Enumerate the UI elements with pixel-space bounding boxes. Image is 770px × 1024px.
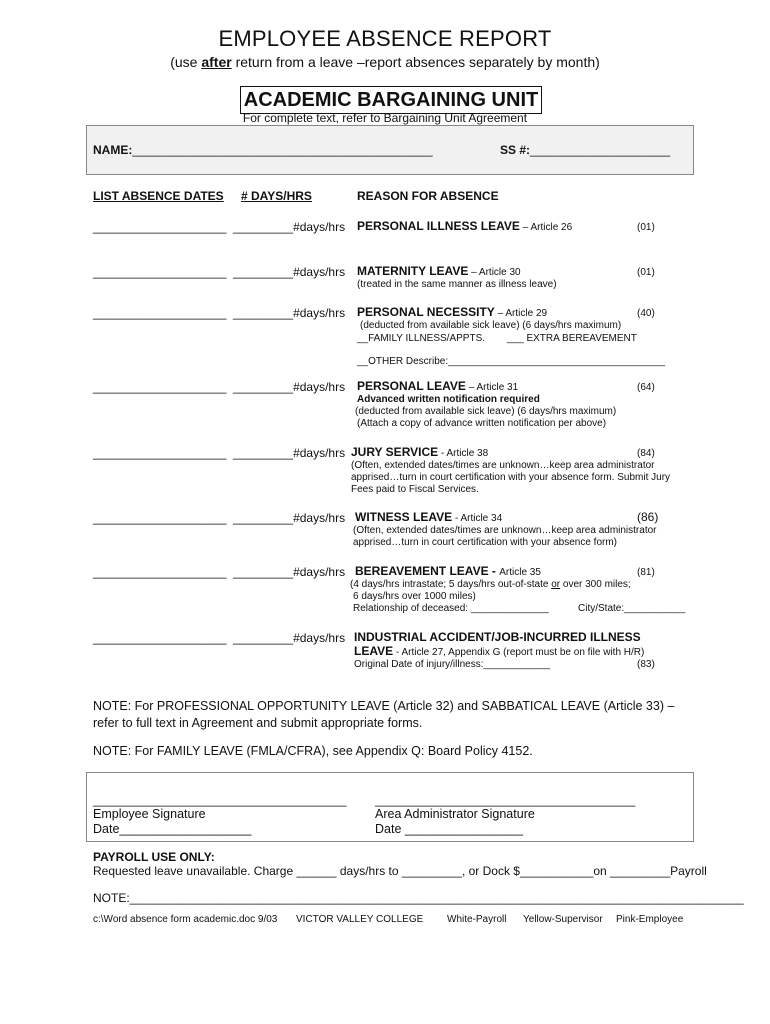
ss-field[interactable]: SS #:_____________________ bbox=[500, 143, 671, 157]
bereavement-note-2: 6 days/hrs over 1000 miles) bbox=[353, 591, 476, 602]
admin-signature-line[interactable]: _______________________________________ bbox=[375, 793, 636, 807]
form-subtitle: (use after return from a leave –report absences separately by month) bbox=[170, 54, 600, 70]
employee-signature-label: Employee Signature bbox=[93, 807, 206, 821]
family-illness-option[interactable]: __FAMILY ILLNESS/APPTS. bbox=[357, 333, 486, 344]
jury-note-2: apprised…turn in court certification with your absence form. Submit Jury bbox=[351, 472, 671, 483]
col-absence-dates: LIST ABSENCE DATES bbox=[93, 189, 224, 203]
reason-personal-leave: PERSONAL LEAVE – Article 31 bbox=[357, 379, 519, 393]
personal-leave-notice: Advanced written notification required bbox=[357, 394, 540, 405]
reason-bereavement: BEREAVEMENT LEAVE - Article 35 bbox=[355, 564, 541, 578]
witness-note-2: apprised…turn in court certification with your absence form) bbox=[353, 537, 618, 548]
days-field[interactable]: _________#days/hrs bbox=[233, 265, 346, 279]
jury-note-3: Fees paid to Fiscal Services. bbox=[351, 484, 479, 495]
days-field[interactable]: _________#days/hrs bbox=[233, 306, 346, 320]
code-maternity: (01) bbox=[637, 267, 655, 278]
city-state-field[interactable]: City/State:___________ bbox=[578, 603, 686, 614]
days-field[interactable]: _________#days/hrs bbox=[233, 631, 346, 645]
dates-field[interactable]: ____________________ bbox=[93, 446, 227, 460]
necessity-note: (deducted from available sick leave) (6 days/hrs maximum) bbox=[360, 320, 622, 331]
relationship-field[interactable]: Relationship of deceased: ______________ bbox=[353, 603, 549, 614]
admin-date-field[interactable]: Date _________________ bbox=[375, 822, 524, 836]
code-jury: (84) bbox=[637, 448, 655, 459]
other-describe-field[interactable]: __OTHER Describe:_______________________________________ bbox=[357, 356, 666, 367]
reason-maternity: MATERNITY LEAVE – Article 30 bbox=[357, 264, 521, 278]
personal-leave-note-1: (deducted from available sick leave) (6 days/hrs maximum) bbox=[355, 406, 617, 417]
note-family-leave: NOTE: For FAMILY LEAVE (FMLA/CFRA), see Appendix Q: Board Policy 4152. bbox=[93, 744, 533, 758]
dates-field[interactable]: ____________________ bbox=[93, 565, 227, 579]
days-field[interactable]: _________#days/hrs bbox=[233, 446, 346, 460]
days-field[interactable]: _________#days/hrs bbox=[233, 380, 346, 394]
payroll-note-field[interactable]: NOTE:____________________________________________________________________________________________ bbox=[93, 891, 744, 905]
maternity-note: (treated in the same manner as illness leave) bbox=[357, 279, 557, 290]
employee-date-field[interactable]: Date___________________ bbox=[93, 822, 252, 836]
industrial-leave-line: LEAVE - Article 27, Appendix G (report must be on file with H/R) bbox=[354, 644, 645, 658]
code-personal-leave: (64) bbox=[637, 382, 655, 393]
code-necessity: (40) bbox=[637, 308, 655, 319]
footer-yellow-copy: Yellow-Supervisor bbox=[523, 914, 603, 925]
dates-field[interactable]: ____________________ bbox=[93, 306, 227, 320]
jury-note-1: (Often, extended dates/times are unknown…keep area administrator bbox=[351, 460, 655, 471]
code-industrial: (83) bbox=[637, 659, 655, 670]
personal-leave-note-2: (Attach a copy of advance written notification per above) bbox=[357, 418, 607, 429]
col-reason: REASON FOR ABSENCE bbox=[357, 189, 499, 203]
form-title: EMPLOYEE ABSENCE REPORT bbox=[218, 26, 552, 51]
days-field[interactable]: _________#days/hrs bbox=[233, 220, 346, 234]
payroll-title: PAYROLL USE ONLY: bbox=[93, 850, 215, 864]
footer-white-copy: White-Payroll bbox=[447, 914, 507, 925]
after-emphasis: after bbox=[201, 54, 232, 70]
employee-signature-line[interactable]: ______________________________________ bbox=[93, 793, 347, 807]
col-days-hrs: # DAYS/HRS bbox=[241, 189, 312, 203]
dates-field[interactable]: ____________________ bbox=[93, 631, 227, 645]
reason-illness: PERSONAL ILLNESS LEAVE – Article 26 bbox=[357, 219, 573, 233]
admin-signature-label: Area Administrator Signature bbox=[375, 807, 535, 821]
days-field[interactable]: _________#days/hrs bbox=[233, 565, 346, 579]
dates-field[interactable]: ____________________ bbox=[93, 265, 227, 279]
reason-necessity: PERSONAL NECESSITY – Article 29 bbox=[357, 305, 548, 319]
name-field[interactable]: NAME:_____________________________________________ bbox=[93, 143, 433, 157]
dates-field[interactable]: ____________________ bbox=[93, 380, 227, 394]
code-illness: (01) bbox=[637, 222, 655, 233]
footer-file: c:\Word absence form academic.doc 9/03 bbox=[93, 914, 278, 925]
bargaining-unit-note: For complete text, refer to Bargaining Unit Agreement bbox=[242, 111, 528, 125]
payroll-charge-line[interactable]: Requested leave unavailable. Charge ______ days/hrs to _________, or Dock $___________on _________Payroll bbox=[93, 864, 707, 878]
bargaining-unit-title: ACADEMIC BARGAINING UNIT bbox=[240, 86, 542, 114]
dates-field[interactable]: ____________________ bbox=[93, 220, 227, 234]
reason-jury: JURY SERVICE - Article 38 bbox=[351, 445, 489, 459]
reason-industrial: INDUSTRIAL ACCIDENT/JOB-INCURRED ILLNESS bbox=[354, 630, 641, 644]
footer-pink-copy: Pink-Employee bbox=[616, 914, 684, 925]
witness-note-1: (Often, extended dates/times are unknown…keep area administrator bbox=[353, 525, 657, 536]
dates-field[interactable]: ____________________ bbox=[93, 511, 227, 525]
code-witness: (86) bbox=[637, 510, 659, 524]
injury-date-field[interactable]: Original Date of injury/illness:____________ bbox=[354, 659, 551, 670]
days-field[interactable]: _________#days/hrs bbox=[233, 511, 346, 525]
code-bereavement: (81) bbox=[637, 567, 655, 578]
extra-bereavement-option[interactable]: ___ EXTRA BEREAVEMENT bbox=[507, 333, 637, 344]
reason-witness: WITNESS LEAVE - Article 34 bbox=[355, 510, 503, 524]
note-professional-leave: NOTE: For PROFESSIONAL OPPORTUNITY LEAVE (Article 32) and SABBATICAL LEAVE (Article 33) – bbox=[93, 699, 675, 713]
bereavement-note-1: (4 days/hrs intrastate; 5 days/hrs out-of-state or over 300 miles; bbox=[350, 579, 631, 590]
footer-college: VICTOR VALLEY COLLEGE bbox=[296, 914, 424, 925]
note-professional-leave-2: refer to full text in Agreement and submit appropriate forms. bbox=[93, 716, 423, 730]
